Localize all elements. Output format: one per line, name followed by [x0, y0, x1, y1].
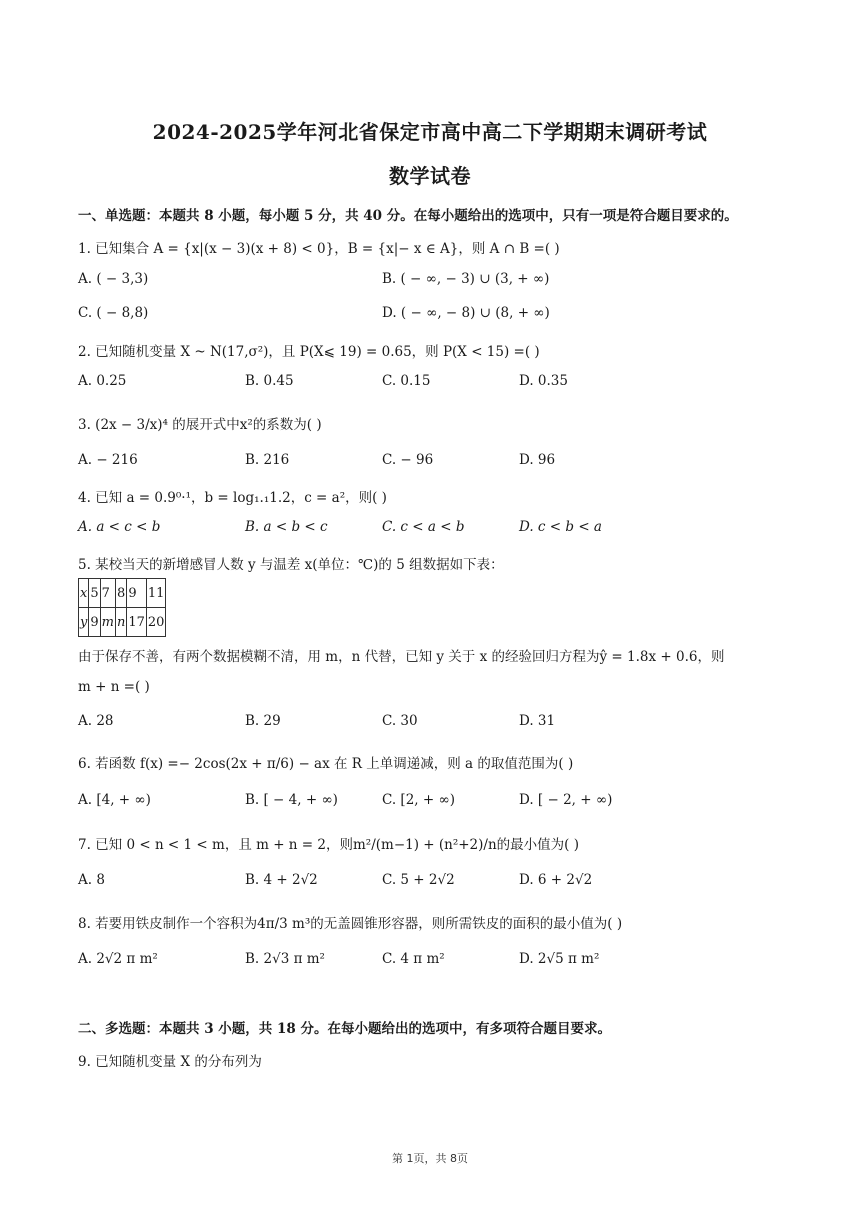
table-row: [79, 608, 166, 637]
question-5-stem-ask: m + n =( ): [78, 679, 150, 695]
question-5-option-c: C. 30: [382, 713, 418, 729]
question-2-option-c: C. 0.15: [382, 373, 431, 389]
table-cell: 8: [115, 579, 126, 608]
question-4-option-d: D. c < b < a: [519, 519, 602, 535]
question-5-option-a: A. 28: [78, 713, 114, 729]
table-cell: 20: [146, 608, 166, 637]
question-1-option-b: B. ( − ∞, − 3) ∪ (3, + ∞): [382, 271, 550, 287]
table-cell: 9: [127, 579, 147, 608]
question-4-option-b: B. a < b < c: [245, 519, 328, 535]
question-2-option-b: B. 0.45: [245, 373, 294, 389]
table-cell: 5: [89, 579, 100, 608]
question-3-stem: 3. (2x − 3/x)⁴ 的展开式中x²的系数为( ): [78, 417, 322, 433]
question-5-option-b: B. 29: [245, 713, 281, 729]
question-1-option-d: D. ( − ∞, − 8) ∪ (8, + ∞): [382, 305, 550, 321]
question-4-option-c: C. c < a < b: [382, 519, 465, 535]
question-2-stem: 2. 已知随机变量 X ~ N(17,σ²)，且 P(X⩽ 19) = 0.65，则 P(X < 15) =( ): [78, 344, 540, 360]
question-1-option-c: C. ( − 8,8): [78, 305, 149, 321]
question-9-stem: 9. 已知随机变量 X 的分布列为: [78, 1054, 262, 1070]
question-3-option-b: B. 216: [245, 452, 290, 468]
table-cell: 11: [146, 579, 166, 608]
question-3-option-a: A. − 216: [78, 452, 138, 468]
question-8-option-a: A. 2√2 π m²: [78, 951, 158, 967]
exam-title: 2024-2025学年河北省保定市高中高二下学期期末调研考试: [152, 120, 708, 144]
question-4-stem: 4. 已知 a = 0.9⁰·¹，b = log₁.₁1.2，c = a²，则( ): [78, 490, 387, 506]
question-4-option-a: A. a < c < b: [78, 519, 161, 535]
question-7-option-b: B. 4 + 2√2: [245, 872, 318, 888]
section-2-heading: 二、多选题：本题共 3 小题，共 18 分。在每小题给出的选项中，有多项符合题目要求。: [78, 1021, 611, 1037]
question-5-data-table: [78, 578, 166, 637]
table-row: [79, 579, 166, 608]
table-cell: n: [115, 608, 126, 637]
question-1-option-a: A. ( − 3,3): [78, 271, 149, 287]
question-7-option-c: C. 5 + 2√2: [382, 872, 455, 888]
exam-subtitle: 数学试卷: [389, 164, 471, 188]
question-6-option-c: C. [2, + ∞): [382, 792, 455, 808]
question-6-stem: 6. 若函数 f(x) =− 2cos(2x + π/6) − ax 在 R 上单调递减，则 a 的取值范围为( ): [78, 756, 574, 772]
question-5-option-d: D. 31: [519, 713, 556, 729]
question-8-option-b: B. 2√3 π m²: [245, 951, 325, 967]
question-7-stem: 7. 已知 0 < n < 1 < m，且 m + n = 2，则m²/(m−1) + (n²+2)/n的最小值为( ): [78, 837, 579, 853]
table-cell: y: [79, 608, 89, 637]
question-5-stem: 5. 某校当天的新增感冒人数 y 与温差 x(单位：℃)的 5 组数据如下表：: [78, 557, 504, 573]
question-3-option-d: D. 96: [519, 452, 556, 468]
question-7-option-d: D. 6 + 2√2: [519, 872, 593, 888]
question-2-option-a: A. 0.25: [78, 373, 127, 389]
question-3-option-c: C. − 96: [382, 452, 434, 468]
question-1-stem: 1. 已知集合 A = {x|(x − 3)(x + 8) < 0}，B = {x|− x ∈ A}，则 A ∩ B =( ): [78, 241, 560, 257]
question-6-option-a: A. [4, + ∞): [78, 792, 151, 808]
question-7-option-a: A. 8: [78, 872, 105, 888]
question-6-option-b: B. [ − 4, + ∞): [245, 792, 338, 808]
question-8-option-c: C. 4 π m²: [382, 951, 445, 967]
table-cell: 17: [127, 608, 147, 637]
section-1-heading: 一、单选题：本题共 8 小题，每小题 5 分，共 40 分。在每小题给出的选项中，只有一项是符合题目要求的。: [78, 208, 738, 224]
table-cell: 7: [100, 579, 115, 608]
page-footer: 第 1页，共 8页: [392, 1152, 468, 1165]
table-cell: m: [100, 608, 115, 637]
question-8-option-d: D. 2√5 π m²: [519, 951, 600, 967]
table-cell: 9: [89, 608, 100, 637]
table-cell: x: [79, 579, 89, 608]
question-2-option-d: D. 0.35: [519, 373, 568, 389]
question-6-option-d: D. [ − 2, + ∞): [519, 792, 613, 808]
question-5-stem-continued: 由于保存不善，有两个数据模糊不清，用 m，n 代替，已知 y 关于 x 的经验回归方程为ŷ = 1.8x + 0.6，则: [78, 649, 725, 665]
question-8-stem: 8. 若要用铁皮制作一个容积为4π/3 m³的无盖圆锥形容器，则所需铁皮的面积的最小值为( ): [78, 916, 623, 932]
